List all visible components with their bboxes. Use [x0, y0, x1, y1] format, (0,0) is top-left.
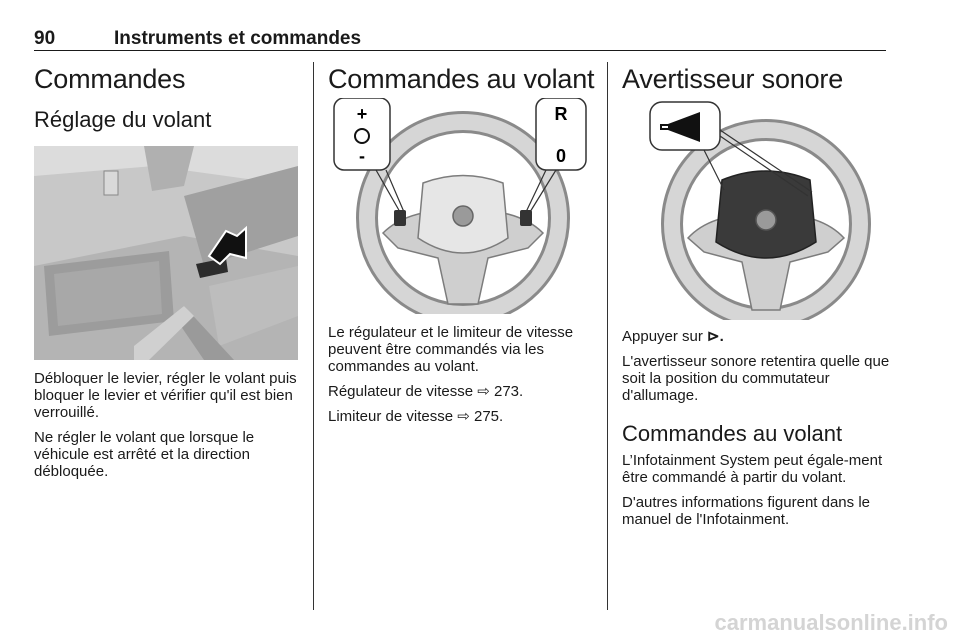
paragraph: Le régulateur et le limiteur de vitesse peuvent être commandés via les commandes au volant.	[328, 324, 574, 375]
horn-symbol: ⊳.	[707, 328, 724, 345]
horn-instruction-text: Appuyer sur	[622, 328, 708, 345]
column-steering-controls	[328, 62, 598, 433]
section-heading: Commandes au volant	[622, 421, 843, 446]
paragraph	[328, 383, 598, 400]
section-heading: Commandes	[34, 64, 186, 94]
speed-limiter-page-ref[interactable]: ⇨ 275.	[457, 408, 504, 425]
paragraph: Débloquer le levier, régler le volant puis bloquer le levier et vérifier qu'il est bien verrouillé.	[34, 370, 297, 421]
column-steering-adjustment	[34, 62, 302, 488]
paragraph	[622, 328, 892, 345]
steering-wheel-horn-illustration	[622, 100, 888, 320]
cruise-control-page-ref[interactable]: ⇨ 273.	[477, 383, 524, 400]
paragraph: D'autres informations figurent dans le manuel de l'Infotainment.	[622, 494, 870, 528]
column-horn	[622, 62, 892, 536]
cruise-control-text: Régulateur de vitesse	[328, 383, 478, 400]
paragraph: L'avertisseur sonore retentira quelle que soit la position du commutateur d'allumage.	[622, 353, 890, 404]
speed-limiter-text: Limiteur de vitesse	[328, 408, 458, 425]
paragraph	[328, 408, 598, 425]
resume-label: R	[554, 104, 568, 124]
paragraph: L’Infotainment System peut égale-ment être commandé à partir du volant.	[622, 452, 883, 486]
off-label: 0	[555, 146, 567, 166]
speed-minus-label: -	[359, 146, 365, 166]
subsection-heading: Réglage du volant	[34, 107, 212, 132]
column-divider	[313, 62, 314, 610]
page-number: 90	[34, 28, 56, 49]
watermark: carmanualsonline.info	[714, 610, 948, 635]
paragraph: Ne régler le volant que lorsque le véhicule est arrêté et la direction débloquée.	[34, 429, 255, 480]
section-heading: Commandes au volant	[328, 64, 595, 94]
steering-lever-illustration	[34, 146, 298, 360]
chapter-title: Instruments et commandes	[114, 28, 362, 49]
speed-plus-label: +	[356, 104, 368, 124]
steering-wheel-controls-illustration	[328, 98, 594, 314]
column-divider	[607, 62, 608, 610]
section-heading: Avertisseur sonore	[622, 64, 844, 94]
page-header	[34, 28, 886, 51]
